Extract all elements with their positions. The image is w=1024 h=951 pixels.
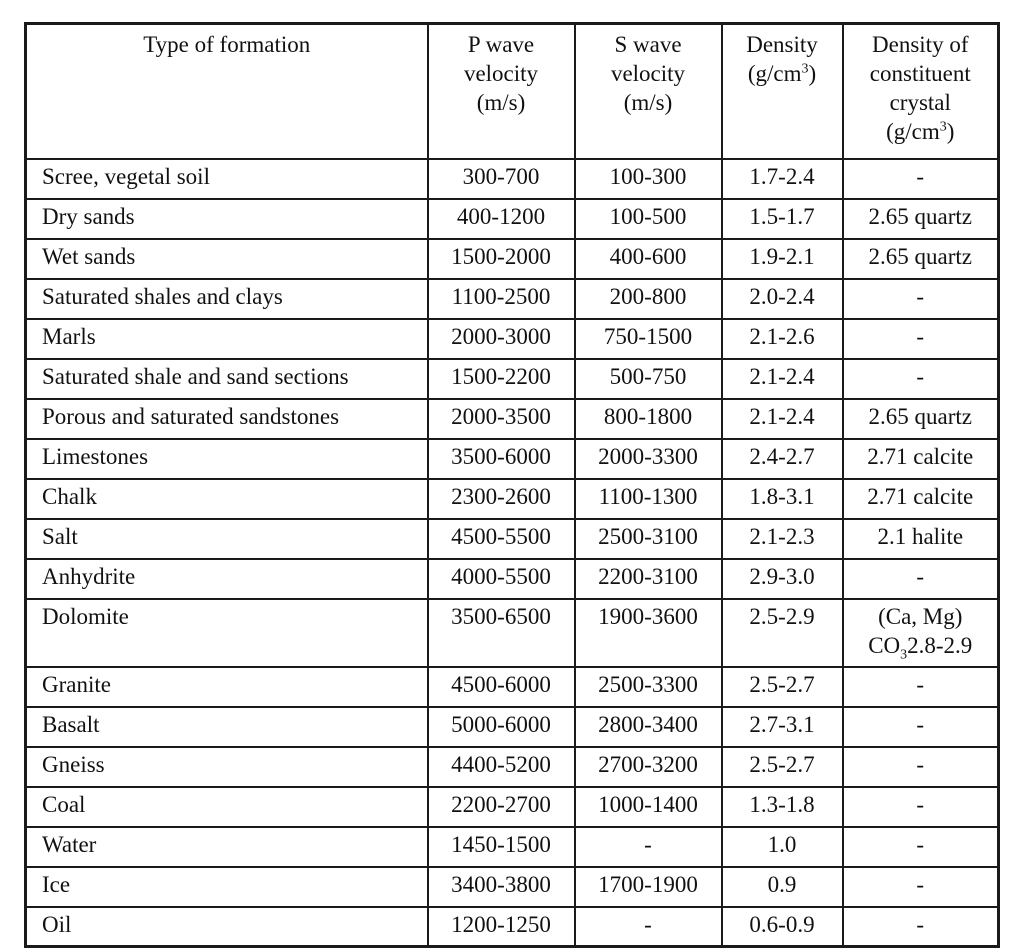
header-s-line-2: velocity xyxy=(610,61,686,86)
s-wave-cell: 2800-3400 xyxy=(575,707,722,747)
formation-name-cell: Water xyxy=(26,827,428,867)
density-cell: 1.5-1.7 xyxy=(722,199,843,239)
formation-name-cell: Wet sands xyxy=(26,239,428,279)
table-row xyxy=(26,667,999,707)
header-crystal-line-1: Density of xyxy=(872,32,969,57)
p-wave-cell: 300-700 xyxy=(428,159,575,199)
table-row xyxy=(26,907,999,947)
density-cell: 0.9 xyxy=(722,867,843,907)
density-cell: 2.9-3.0 xyxy=(722,559,843,599)
density-cell: 2.1-2.6 xyxy=(722,319,843,359)
crystal-formula-suffix: 2.8-2.9 xyxy=(907,632,973,658)
formation-name-cell: Anhydrite xyxy=(26,559,428,599)
formation-name-cell: Chalk xyxy=(26,479,428,519)
s-wave-cell: - xyxy=(575,827,722,867)
table-row xyxy=(26,439,999,479)
s-wave-cell: 500-750 xyxy=(575,359,722,399)
p-wave-cell: 2000-3000 xyxy=(428,319,575,359)
s-wave-cell: 2700-3200 xyxy=(575,747,722,787)
density-cell: 0.6-0.9 xyxy=(722,907,843,947)
formation-name-cell: Saturated shales and clays xyxy=(26,279,428,319)
table-row xyxy=(26,359,999,399)
formation-name-cell: Oil xyxy=(26,907,428,947)
crystal-density-cell: 2.65 quartz xyxy=(843,199,999,239)
crystal-density-cell: 2.1 halite xyxy=(843,519,999,559)
formation-name-cell: Coal xyxy=(26,787,428,827)
density-unit-open: (g/cm xyxy=(747,61,802,86)
crystal-density-cell: - xyxy=(843,827,999,867)
crystal-density-cell: - xyxy=(843,907,999,947)
p-wave-cell: 1100-2500 xyxy=(428,279,575,319)
crystal-density-cell: - xyxy=(843,667,999,707)
header-crystal-line-3: crystal xyxy=(889,90,951,115)
formation-name-cell: Limestones xyxy=(26,439,428,479)
p-wave-cell: 400-1200 xyxy=(428,199,575,239)
density-cell: 1.0 xyxy=(722,827,843,867)
table-row xyxy=(26,199,999,239)
s-wave-cell: 100-500 xyxy=(575,199,722,239)
table-row xyxy=(26,559,999,599)
crystal-formula-prefix: CO xyxy=(868,632,901,658)
table-row xyxy=(26,519,999,559)
p-wave-cell: 3500-6500 xyxy=(428,599,575,667)
crystal-density-cell: - xyxy=(843,747,999,787)
density-cell: 2.5-2.7 xyxy=(722,667,843,707)
density-cell: 2.4-2.7 xyxy=(722,439,843,479)
crystal-density-cell: - xyxy=(843,867,999,907)
density-cell: 1.8-3.1 xyxy=(722,479,843,519)
crystal-formula-line-2 xyxy=(850,631,992,663)
p-wave-cell: 4400-5200 xyxy=(428,747,575,787)
crystal-density-cell: 2.71 calcite xyxy=(843,439,999,479)
s-wave-cell: 2000-3300 xyxy=(575,439,722,479)
p-wave-cell: 1500-2200 xyxy=(428,359,575,399)
p-wave-cell: 2300-2600 xyxy=(428,479,575,519)
header-crystal-line-2: constituent xyxy=(869,61,971,86)
crystal-formula-subscript: 3 xyxy=(900,647,908,663)
header-s-line-1: S wave xyxy=(614,32,682,57)
s-wave-cell: 1700-1900 xyxy=(575,867,722,907)
header-p-wave-velocity xyxy=(428,24,575,159)
s-wave-cell: 1100-1300 xyxy=(575,479,722,519)
table-row xyxy=(26,787,999,827)
crystal-unit-sup: 3 xyxy=(939,119,947,135)
formation-name-cell: Scree, vegetal soil xyxy=(26,159,428,199)
crystal-density-cell: - xyxy=(843,319,999,359)
header-type-text: Type of formation xyxy=(143,32,311,57)
crystal-density-cell: - xyxy=(843,359,999,399)
crystal-density-cell: - xyxy=(843,279,999,319)
density-cell: 2.1-2.4 xyxy=(722,399,843,439)
s-wave-cell: 200-800 xyxy=(575,279,722,319)
header-p-line-3: (m/s) xyxy=(476,90,526,115)
density-unit-sup: 3 xyxy=(801,61,809,77)
crystal-density-cell xyxy=(843,599,999,667)
p-wave-cell: 4000-5500 xyxy=(428,559,575,599)
density-cell: 2.1-2.4 xyxy=(722,359,843,399)
formation-name-cell: Dry sands xyxy=(26,199,428,239)
s-wave-cell: 2500-3100 xyxy=(575,519,722,559)
s-wave-cell: 1900-3600 xyxy=(575,599,722,667)
density-cell: 2.5-2.9 xyxy=(722,599,843,667)
crystal-density-cell: - xyxy=(843,159,999,199)
p-wave-cell: 4500-6000 xyxy=(428,667,575,707)
table-row xyxy=(26,279,999,319)
s-wave-cell: 2200-3100 xyxy=(575,559,722,599)
density-cell: 1.7-2.4 xyxy=(722,159,843,199)
p-wave-cell: 4500-5500 xyxy=(428,519,575,559)
p-wave-cell: 3400-3800 xyxy=(428,867,575,907)
table-row xyxy=(26,867,999,907)
s-wave-cell: 100-300 xyxy=(575,159,722,199)
formation-name-cell: Porous and saturated sandstones xyxy=(26,399,428,439)
header-row xyxy=(26,24,999,159)
density-cell: 2.5-2.7 xyxy=(722,747,843,787)
header-density-label: Density xyxy=(746,32,818,57)
formation-name-cell: Basalt xyxy=(26,707,428,747)
header-type-of-formation xyxy=(26,24,428,159)
p-wave-cell: 1450-1500 xyxy=(428,827,575,867)
header-s-wave-velocity xyxy=(575,24,722,159)
density-cell: 2.1-2.3 xyxy=(722,519,843,559)
crystal-unit-open: (g/cm xyxy=(886,119,940,144)
header-p-line-2: velocity xyxy=(463,61,539,86)
table-row xyxy=(26,479,999,519)
density-cell: 2.7-3.1 xyxy=(722,707,843,747)
formation-name-cell: Dolomite xyxy=(26,599,428,667)
p-wave-cell: 5000-6000 xyxy=(428,707,575,747)
s-wave-cell: 1000-1400 xyxy=(575,787,722,827)
density-cell: 2.0-2.4 xyxy=(722,279,843,319)
header-density-unit xyxy=(729,59,836,88)
p-wave-cell: 2200-2700 xyxy=(428,787,575,827)
p-wave-cell: 3500-6000 xyxy=(428,439,575,479)
s-wave-cell: - xyxy=(575,907,722,947)
formation-name-cell: Ice xyxy=(26,867,428,907)
s-wave-cell: 800-1800 xyxy=(575,399,722,439)
formation-name-cell: Granite xyxy=(26,667,428,707)
crystal-density-cell: - xyxy=(843,707,999,747)
table-row xyxy=(26,159,999,199)
header-crystal-density xyxy=(843,24,999,159)
density-cell: 1.3-1.8 xyxy=(722,787,843,827)
p-wave-cell: 1200-1250 xyxy=(428,907,575,947)
table-row xyxy=(26,599,999,667)
p-wave-cell: 2000-3500 xyxy=(428,399,575,439)
formation-name-cell: Marls xyxy=(26,319,428,359)
table-row xyxy=(26,399,999,439)
formation-name-cell: Gneiss xyxy=(26,747,428,787)
s-wave-cell: 400-600 xyxy=(575,239,722,279)
crystal-density-cell: 2.65 quartz xyxy=(843,399,999,439)
table-row xyxy=(26,827,999,867)
header-density xyxy=(722,24,843,159)
crystal-formula-line-1: (Ca, Mg) xyxy=(878,603,963,629)
table-row xyxy=(26,747,999,787)
table-row xyxy=(26,319,999,359)
table-row xyxy=(26,707,999,747)
table-body xyxy=(26,159,999,947)
density-cell: 1.9-2.1 xyxy=(722,239,843,279)
header-crystal-unit xyxy=(850,117,992,146)
p-wave-cell: 1500-2000 xyxy=(428,239,575,279)
crystal-density-cell: - xyxy=(843,787,999,827)
crystal-unit-close: ) xyxy=(946,119,955,144)
header-p-line-1: P wave xyxy=(467,32,535,57)
density-unit-close: ) xyxy=(808,61,817,86)
crystal-density-cell: 2.71 calcite xyxy=(843,479,999,519)
formation-name-cell: Salt xyxy=(26,519,428,559)
s-wave-cell: 2500-3300 xyxy=(575,667,722,707)
table-row xyxy=(26,239,999,279)
crystal-density-cell: - xyxy=(843,559,999,599)
crystal-density-cell: 2.65 quartz xyxy=(843,239,999,279)
header-s-line-3: (m/s) xyxy=(623,90,673,115)
seismic-properties-table xyxy=(24,22,1000,948)
s-wave-cell: 750-1500 xyxy=(575,319,722,359)
formation-name-cell: Saturated shale and sand sections xyxy=(26,359,428,399)
